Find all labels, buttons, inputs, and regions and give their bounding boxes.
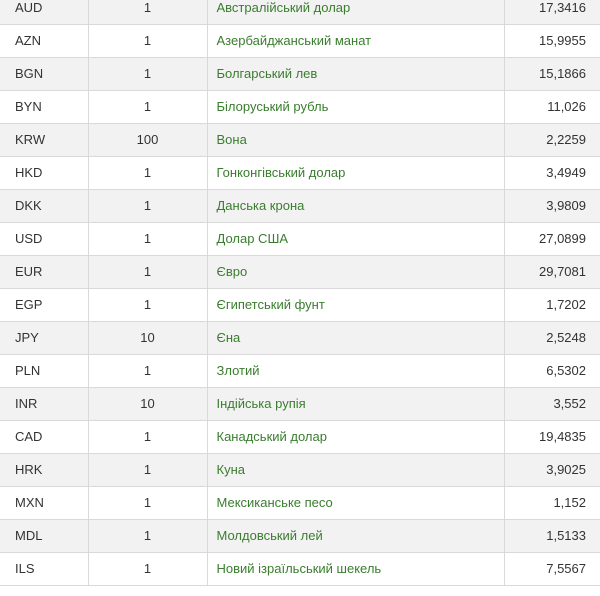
exchange-rate-value: 3,552 bbox=[504, 387, 600, 420]
table-row bbox=[0, 486, 600, 519]
currency-units: 1 bbox=[88, 222, 207, 255]
currency-name-link[interactable]: Індійська рупія bbox=[216, 396, 306, 411]
currency-code: HRK bbox=[0, 453, 88, 486]
currency-units: 1 bbox=[88, 255, 207, 288]
currency-units: 1 bbox=[88, 156, 207, 189]
currency-name-cell bbox=[207, 156, 504, 189]
table-row bbox=[0, 354, 600, 387]
currency-name-link[interactable]: Гонконгівський долар bbox=[216, 165, 346, 180]
currency-code: BYN bbox=[0, 90, 88, 123]
exchange-rate-value: 1,7202 bbox=[504, 288, 600, 321]
currency-code: AZN bbox=[0, 24, 88, 57]
currency-code: EUR bbox=[0, 255, 88, 288]
currency-code: JPY bbox=[0, 321, 88, 354]
table-row bbox=[0, 123, 600, 156]
exchange-rate-value: 29,7081 bbox=[504, 255, 600, 288]
table-row bbox=[0, 0, 600, 24]
currency-name-cell bbox=[207, 123, 504, 156]
currency-units: 10 bbox=[88, 387, 207, 420]
table-row bbox=[0, 453, 600, 486]
currency-name-link[interactable]: Єгипетський фунт bbox=[216, 297, 325, 312]
currency-code: INR bbox=[0, 387, 88, 420]
currency-name-link[interactable]: Данська крона bbox=[216, 198, 305, 213]
exchange-rate-value: 27,0899 bbox=[504, 222, 600, 255]
exchange-rate-value: 3,4949 bbox=[504, 156, 600, 189]
currency-name-link[interactable]: Австралійський долар bbox=[216, 0, 351, 15]
currency-units: 1 bbox=[88, 57, 207, 90]
table-row bbox=[0, 189, 600, 222]
currency-units: 10 bbox=[88, 321, 207, 354]
currency-code: USD bbox=[0, 222, 88, 255]
currency-code: DKK bbox=[0, 189, 88, 222]
currency-name-cell bbox=[207, 255, 504, 288]
currency-name-link[interactable]: Злотий bbox=[216, 363, 260, 378]
table-row bbox=[0, 222, 600, 255]
exchange-rate-value: 15,9955 bbox=[504, 24, 600, 57]
currency-units: 1 bbox=[88, 552, 207, 585]
table-row bbox=[0, 387, 600, 420]
currency-name-link[interactable]: Єна bbox=[216, 330, 241, 345]
exchange-rate-value: 19,4835 bbox=[504, 420, 600, 453]
currency-code: HKD bbox=[0, 156, 88, 189]
exchange-rate-value: 6,5302 bbox=[504, 354, 600, 387]
currency-name-cell bbox=[207, 222, 504, 255]
currency-name-link[interactable]: Білоруський рубль bbox=[216, 99, 329, 114]
currency-name-link[interactable]: Куна bbox=[216, 462, 245, 477]
currency-name-link[interactable]: Азербайджанський манат bbox=[216, 33, 372, 48]
currency-units: 1 bbox=[88, 24, 207, 57]
currency-name-cell bbox=[207, 519, 504, 552]
currency-name-cell bbox=[207, 189, 504, 222]
currency-code: MDL bbox=[0, 519, 88, 552]
exchange-rate-value: 3,9025 bbox=[504, 453, 600, 486]
exchange-rate-value: 2,2259 bbox=[504, 123, 600, 156]
currency-name-link[interactable]: Вона bbox=[216, 132, 247, 147]
currency-name-cell bbox=[207, 387, 504, 420]
currency-units: 1 bbox=[88, 486, 207, 519]
currency-units: 1 bbox=[88, 90, 207, 123]
exchange-rate-value: 15,1866 bbox=[504, 57, 600, 90]
table-row bbox=[0, 552, 600, 585]
currency-name-link[interactable]: Мексиканське песо bbox=[216, 495, 333, 510]
table-row bbox=[0, 420, 600, 453]
currency-name-link[interactable]: Болгарський лев bbox=[216, 66, 318, 81]
currency-name-cell bbox=[207, 0, 504, 24]
currency-units: 1 bbox=[88, 519, 207, 552]
exchange-rate-value: 7,5567 bbox=[504, 552, 600, 585]
currency-units: 1 bbox=[88, 420, 207, 453]
table-row bbox=[0, 321, 600, 354]
currency-name-cell bbox=[207, 57, 504, 90]
exchange-rate-value: 3,9809 bbox=[504, 189, 600, 222]
table-row bbox=[0, 90, 600, 123]
currency-name-link[interactable]: Канадський долар bbox=[216, 429, 327, 444]
currency-name-cell bbox=[207, 354, 504, 387]
currency-units: 100 bbox=[88, 123, 207, 156]
table-row bbox=[0, 24, 600, 57]
currency-code: MXN bbox=[0, 486, 88, 519]
table-row bbox=[0, 519, 600, 552]
exchange-rate-value: 17,3416 bbox=[504, 0, 600, 24]
currency-code: ILS bbox=[0, 552, 88, 585]
exchange-rate-value: 1,5133 bbox=[504, 519, 600, 552]
currency-units: 1 bbox=[88, 453, 207, 486]
currency-code: PLN bbox=[0, 354, 88, 387]
currency-name-link[interactable]: Молдовський лей bbox=[216, 528, 323, 543]
currency-units: 1 bbox=[88, 0, 207, 24]
exchange-rate-value: 11,026 bbox=[504, 90, 600, 123]
exchange-rate-value: 1,152 bbox=[504, 486, 600, 519]
currency-code: BGN bbox=[0, 57, 88, 90]
currency-name-link[interactable]: Новий ізраїльський шекель bbox=[216, 561, 382, 576]
currency-code: EGP bbox=[0, 288, 88, 321]
currency-name-cell bbox=[207, 90, 504, 123]
currency-name-cell bbox=[207, 24, 504, 57]
currency-name-cell bbox=[207, 486, 504, 519]
currency-units: 1 bbox=[88, 189, 207, 222]
table-row bbox=[0, 57, 600, 90]
currency-code: AUD bbox=[0, 0, 88, 24]
currency-name-link[interactable]: Євро bbox=[216, 264, 248, 279]
table-row bbox=[0, 288, 600, 321]
table-row bbox=[0, 156, 600, 189]
currency-name-cell bbox=[207, 420, 504, 453]
currency-units: 1 bbox=[88, 288, 207, 321]
currency-name-link[interactable]: Долар США bbox=[216, 231, 289, 246]
currency-code: CAD bbox=[0, 420, 88, 453]
currency-name-cell bbox=[207, 321, 504, 354]
currency-name-cell bbox=[207, 288, 504, 321]
currency-units: 1 bbox=[88, 354, 207, 387]
currency-code: KRW bbox=[0, 123, 88, 156]
exchange-rate-value: 2,5248 bbox=[504, 321, 600, 354]
table-row bbox=[0, 255, 600, 288]
currency-name-cell bbox=[207, 453, 504, 486]
currency-name-cell bbox=[207, 552, 504, 585]
